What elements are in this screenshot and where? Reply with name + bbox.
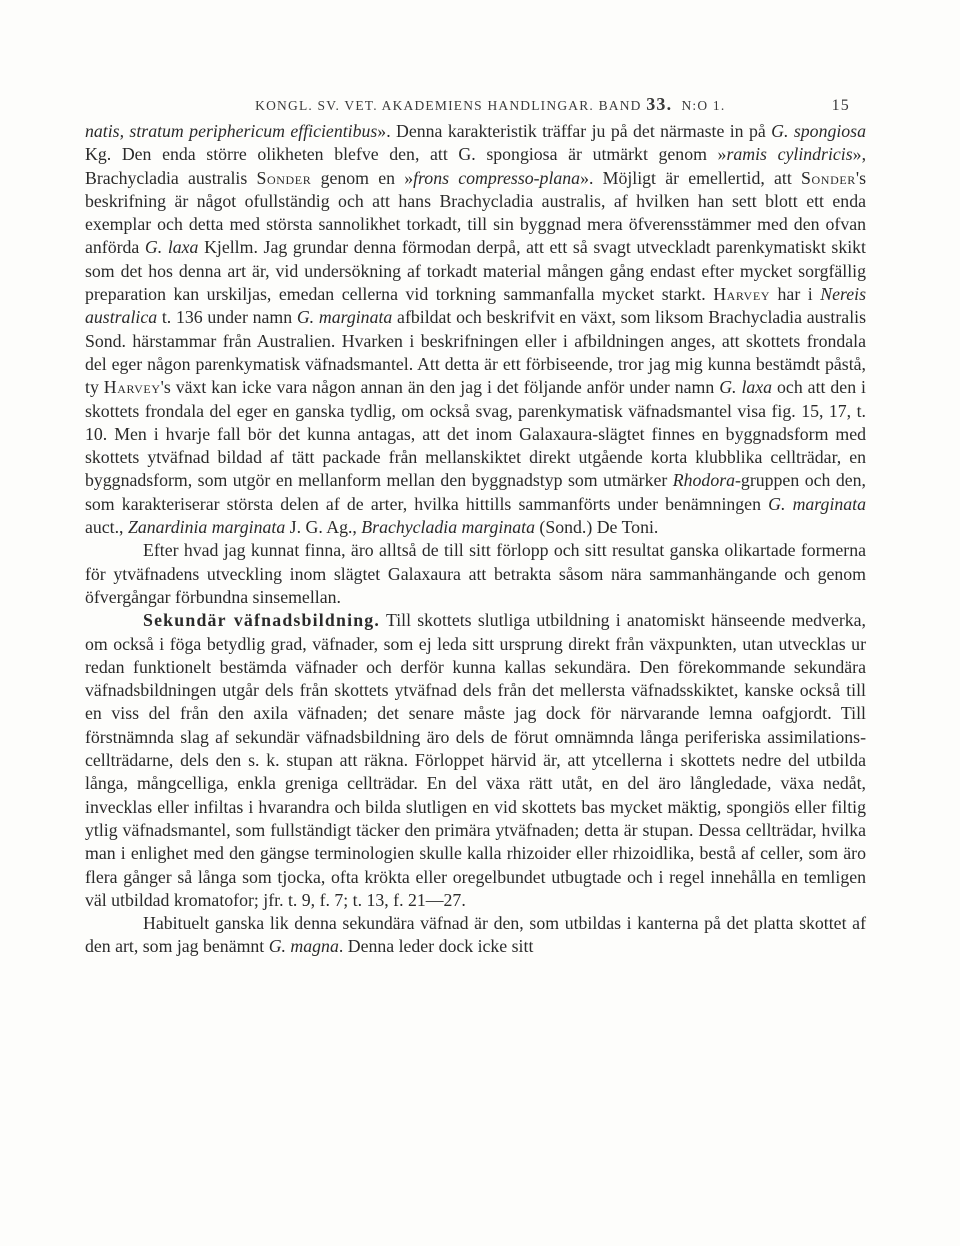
section-heading: Sekundär väfnadsbildning. [143, 610, 381, 631]
text-run: 's beskrifning är något ofullständig och att hans Brachycladia australis, af hvilken han sett blott ett enda exemplar och detta med största sannolikhet torkadt, till sin byggnad mera öfverensstämmer med den ofvan anförda [85, 167, 866, 258]
italic-run: Nereis australica [85, 284, 866, 328]
italic-run: Rhodora [672, 470, 736, 491]
journal-title [205, 94, 776, 115]
author-name: Harvey [713, 284, 771, 305]
italic-run: Zanardinia marginata [127, 517, 286, 538]
running-header [205, 94, 850, 118]
text-run: . Denna leder dock icke sitt [338, 936, 534, 957]
journal-name: KONGL. SV. VET. AKADEMIENS HANDLINGAR. BAND [255, 98, 642, 113]
italic-run: G. marginata [768, 493, 867, 514]
paragraph [85, 120, 866, 539]
paragraph [85, 539, 866, 609]
text-run: t. 136 under namn [157, 307, 297, 328]
text-run: 's växt kan icke vara någon annan än den jag i det följande anför under namn [160, 377, 720, 398]
italic-run: G. marginata [296, 307, 393, 328]
italic-run: G. laxa [719, 377, 773, 398]
text-run: ». Denna karakteristik träffar ju på det närmaste in på [377, 121, 772, 141]
text-run: Efter hvad jag kunnat finna, äro alltså de till sitt förlopp och sitt resultat ganska olikartade formerna för ytväfnadens utveckling inom slägtet Galaxaura att betrakta såsom nära sammanhängande och genom öfvergångar förbundna sinsemellan. [85, 540, 866, 607]
text-run: afbildat och beskrifvit en växt, som liksom Brachycladia australis Sond. härstammar från Australien. Hvarken i beskrifningen eller i afbildningen anges, att skottets frondala del eger någon parenkymatisk väfnadsmantel. Att detta är ett förbiseende, tror jag mig kunna bestämdt påstå, ty [85, 307, 866, 398]
author-name: Sonder [256, 167, 312, 188]
page-number: 15 [831, 97, 850, 114]
author-name: Sonder [801, 167, 856, 188]
text-run: och att den i skottets frondala del eger en ganska tydlig, om också svag, parenkymatisk väfnadsmantel visa fig. 15, 17, t. 10. Men i hvarje fall bör det kunna antagas, att det inom Galaxaura-slägtet finnes en byggnadsform med skottets ytväfnad bildad af tätt packade från mellanskiktet direkt utgående korta klubblika cellträdar, en byggnadsform, som utgör en mellanform mellan den byggnadstyp som utmärker [85, 377, 866, 491]
italic-run: ramis cylindricis [726, 144, 853, 165]
author-name: Harvey [103, 377, 161, 398]
text-run: -gruppen och den, som karakteriserar största delen af de arter, hvilka hittills sammanförts under benämningen [85, 470, 866, 514]
text-run: auct., [85, 517, 128, 538]
text-run: Kg. Den enda större olikheten blefve den, att G. spongiosa är utmärkt genom » [85, 144, 727, 165]
issue-number: N:O 1. [681, 98, 726, 113]
text-run: (Sond.) De Toni. [534, 517, 659, 538]
text-run: ». Möjligt är emellertid, att [580, 167, 802, 188]
text-run: har i [770, 284, 821, 305]
italic-run: frons compresso-plana [413, 167, 581, 188]
text-run: J. G. Ag., [285, 517, 362, 538]
italic-run: G. spongiosa [771, 121, 866, 141]
volume-number: 33. [646, 94, 673, 114]
italic-run: Brachycladia marginata [361, 517, 535, 538]
text-run: Habituelt ganska lik denna sekundära väfnad är den, som utbildas i kanterna på det platta skottet af den art, som jag benämnt [85, 913, 866, 957]
text-run: Till skottets slutliga utbildning i anatomiskt hänseende medverka, om också i föga betydlig grad, väfnader, som ej leda sitt ursprung direkt från växpunkten, utan utvecklas ur redan funktionelt bestämda väfnader och derför kunna kallas sekundära. Den förekommande sekundära väfnadsbildningen utgår dels från skottets ytväfnad dels från det mellersta väfnadsskiktet, kanske också till en viss del från den axila väfnaden; det senare måste jag dock för närvarande lemna oafgjordt. Till förstnämnda slag af sekundär väfnadsbildning äro dels de förut omnämnda långa periferiska assimilations-cellträdarne, dels den s. k. stupan att räkna. Förloppet härvid är, att ytcellerna i skottets nedre del utbilda långa, mångcelliga, enkla greniga cellträdar. En del växa rätt utåt, en del äro långledade, växa nedåt, invecklas eller infiltas i hvarandra och bilda slutligen en vid skottets bas mycket mäktig, spongiös eller filtig ytlig väfnadsmantel, som fullständigt täcker den primära ytväfnaden; detta är stupan. Dessa cellträdar, hvilka man i enlighet med den gängse terminologien skulle kalla rhizoider eller rhizoidlika, bestå af celler, som äro flera gånger så långa som tjocka, ofta krökta eller oregelbundet utbugtade och i regel innehålla en temligen väl utbildad kromatofor; jfr. t. 9, f. 7; t. 13, f. 21—27. [85, 610, 867, 910]
text-run: Kjellm. Jag grundar denna förmodan derpå, att ett så svagt utveckladt parenkymatiskt skikt som det hos denna art är, vid undersökning af torkadt material mången gång endast efter mycket sorgfällig preparation kan urskiljas, emedan cellerna vid torkning sammanfalla mycket starkt. [85, 237, 866, 305]
italic-run: natis, stratum periphericum efficientibus [85, 121, 378, 141]
paragraph [85, 609, 866, 912]
text-run: », Brachycladia australis [85, 144, 867, 188]
paragraph [85, 912, 866, 959]
text-run: genom en » [311, 167, 414, 188]
italic-run: G. magna [268, 936, 339, 957]
italic-run: G. laxa [144, 237, 199, 258]
body-text [85, 120, 866, 959]
